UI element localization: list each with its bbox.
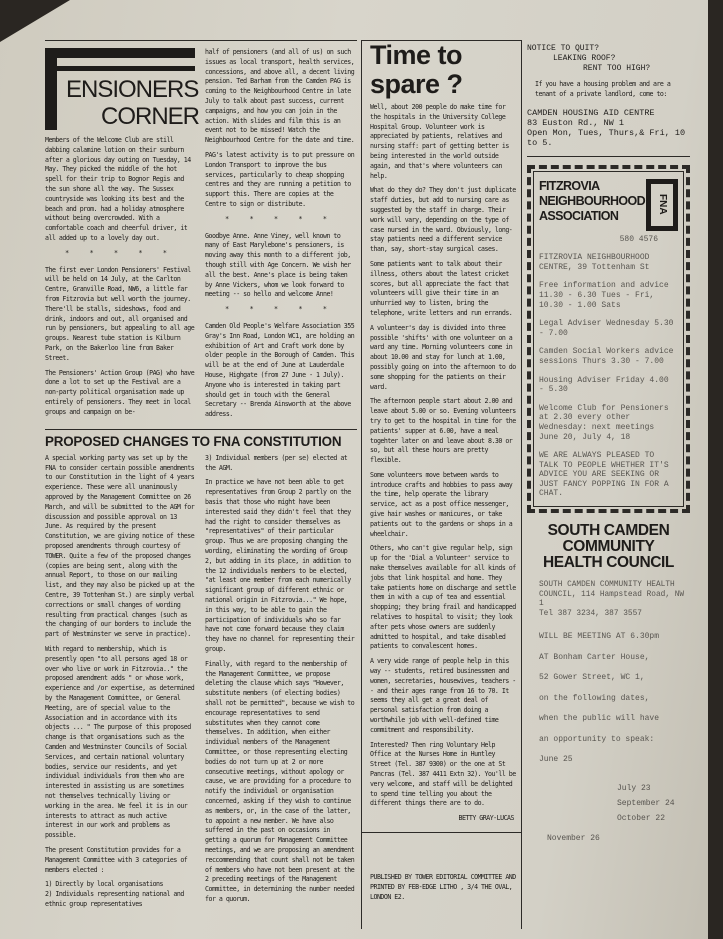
- centre-address: FITZROVIA NEIGHBOURHOOD CENTRE, 39 Tottenham St: [539, 253, 650, 272]
- author-signature: BETTY GRAY-LUCAS: [458, 814, 514, 823]
- separator: * * * * *: [65, 248, 175, 257]
- paragraph: Finally, with regard to the membership of the Management Committee, we propose deleting the clause which says "However, substitute members (of electing bodies) shall not be permitted", because we wish to encourage representatives to send substitutes when they cannot come themselves. In addition, when either individual members of the Management Committee, or those representing electing bodies do not turn up at 2 or more consecutive meetings, without apology or cause, we are providing for a procedure to notify the individual or organisation concerned, asking if they wish to continue as members, or, in the case of the latter, to appoint a new member. We have also suffered in the past on occasions in getting a quorum for Management Committee meetings, and we are proposing an amendment reccommending that count shall not be taken of members who have not been present at the 2 preceding meetings of the Management Committee, in determining the number needed for a quorum.: [205, 659, 355, 903]
- fna-logo: FNA: [646, 179, 678, 231]
- title-line: SOUTH CAMDEN: [547, 522, 670, 540]
- notice-line: LEAKING ROOF?: [553, 54, 616, 63]
- meeting-date: November 26: [547, 833, 600, 843]
- service-item: Free information and advice 11.30 - 6.30 Tues - Fri, 10.30 - 1.00 Sats: [539, 281, 669, 310]
- paragraph: Some volunteers move between wards to introduce crafts and hobbies to pass away the time, help operate the library service, act as a post office messenger, give hair washes or manicures, or take patients out to the gardens or shops in a wheelchair.: [370, 470, 513, 538]
- constitution-col1: [45, 454, 195, 910]
- paragraph: What do they do? They don't just duplicate staff duties, but add to nursing care as suggested by the staff in charge. Their work will vary, depending on the type of case nursed in the ward. Obviously, long-stay patients need a different service than, say, short-stay surgical cases.: [370, 186, 516, 254]
- meeting-line: an opportunity to speak:: [539, 734, 655, 744]
- pensioners-col1: [45, 48, 200, 425]
- paragraph: With regard to membership, which is presently open "to all persons aged 18 or over who live or work in Fitzrovia.." the proposed amendment adds " or whose work, experience and /or expertise, as determined by the Management Committee, or General Meeting, are of special value to the Association and in accordance with its objects ... " The purpose of this proposed change is that organisations such as the Camden and Westminster Councils of Social Services, and certain national voluntary bodies, service our residents, and yet individual individuals from them who are interested in assisting us are sometimes not themselves technically living or working in the area. We feel it is in our interests to attract as much active interest in our work and problems as possible.: [45, 645, 195, 840]
- title-line1: ENSIONERS: [66, 76, 199, 103]
- paragraph: Camden Old People's Welfare Association 355 Gray's Inn Road, London WC1, are holding an exhibition of Art and Craft work done by older people in the Borough of Camden. This will be at the end of June at Lauderdale House, Highgate (from 27 June - 1 July). Anyone who is interested in taking part should get in touch with the General Secretary -- Brenda Ainsworth at the above address.: [205, 321, 355, 419]
- scchc-dates: [617, 781, 690, 826]
- pensioners-corner: [45, 48, 357, 425]
- paragraph: The first ever London Pensioners' Festival will be held on 14 July, at the Carlton Centre, Granville Road, NW6, a little far from Fitzrovia but well worth the journey. There'll be stalls, sideshows, food and drink, indoors and out, all organised and run by pensioners, but appealing to all age groups. Nearest tube station is Kilburn Park, on the Bakerloo line from Baker Street.: [45, 265, 195, 362]
- section-rule: [45, 429, 357, 430]
- paragraph: A special working party was set up by the FNA to consider certain possible amendments to our Constitution in the light of 4 years experience. These were all unanimously approved by the Management Committee on 26 March, and will be submitted to the AGM for discussion and possible approval on 13 June. As required by the present Constitution, we are giving notice of these proposed amendments through courtesy of TOWER. Quite a few of the proposed changes (copies are being sent, along with the annual Report, to those on our mailing list, and they may also be picked up at the Centre, 39 Tottenham St.) are simply verbal corrections or small changes of wording resulting from practical changes (such as the changing of our borders to include the part of Westminster we serve in practice).: [45, 453, 195, 639]
- title-initial-p: [45, 48, 195, 58]
- fna-header: [539, 179, 678, 231]
- notice-line: RENT TOO HIGH?: [583, 64, 651, 73]
- meeting-date: September 24: [617, 798, 675, 808]
- time-to-spare-heading: [370, 41, 518, 99]
- list-item: 1) Directly by local organisations: [45, 880, 163, 889]
- paragraph: The Pensioners' Action Group (PAG) who have done a lot to set up the Festival are a non-party political organisation made up entirely of pensioners. They meet in local groups and campaign on be-: [45, 368, 195, 416]
- paragraph: A volunteer's day is divided into three possible 'shifts' with one volunteer on a ward any time. Morning volunteers come in about 10.00 and stay for lunch at 1.00, possibly going on into the afternoon to do some shopping for the patients on their ward.: [370, 323, 516, 391]
- service-item: Camden Social Workers advice sessions Thurs 3.30 - 7.00: [539, 347, 674, 366]
- paragraph: half of pensioners (and all of us) on such issues as local transport, health services, concessions, and above all, a decent living pension. Ted Barham from the Camden PAG is coming to the Neighbourhood Centre in late July to talk about past success, current campaigns, and how you can join in the action. With slides and film this is an event not to be missed! Watch the Neighbourhood Centre for the date and time.: [205, 48, 355, 145]
- phone-number: 580 4576: [619, 234, 658, 244]
- telephone: Tel 387 3234, 387 3557: [539, 609, 642, 618]
- paragraph: Interested? Then ring Voluntary Help Office at the Nurses Home in Huntley Street (Tel. 387 9300) or the one at St Pancras (Tel. 387 4411 Extn 32). You'll be very welcome, and staff will be delighted to spend time telling you about the different things there are to do.: [370, 740, 516, 808]
- service-item: Welcome Club for Pensioners at 2.30 every other Wednesday: next meetings June 20, July 4, 18: [539, 403, 669, 442]
- meeting-date: June 25: [539, 755, 573, 765]
- list-item: 2) Individuals representing national and ethnic group representatives: [45, 890, 184, 908]
- notice-intro: If you have a housing problem and are a tenant of a private landlord, come to:: [535, 80, 671, 98]
- notice-line: NOTICE TO QUIT?: [527, 44, 600, 53]
- paragraph: Some patients want to talk about their illness, others about the latest cricket scores, but all appreciate the fact that volunteers will give their time in an unhurried way to listen, bring the telephone, write letters and run errands.: [370, 259, 513, 317]
- fna-advert-box: [527, 165, 690, 513]
- paragraph: The afternoon people start about 2.00 and leave about 5.00 or so. Evening volunteers try to get to the hospital in time for the patients' supper at 6.00, have a meal togehter later on and leave about 8.30 or so, but all these hours are pretty flexible.: [370, 397, 516, 465]
- title-line: HEALTH COUNCIL: [542, 554, 675, 572]
- meeting-line: on the following dates,: [539, 693, 650, 703]
- meeting-date: July 23: [617, 783, 651, 793]
- org-hours: Open Mon, Tues, Thurs,& Fri, 10 to 5.: [527, 127, 686, 148]
- fna-details: [539, 235, 678, 499]
- address: SOUTH CAMDEN COMMUNITY HEALTH COUNCIL, 114 Hampstead Road, NW 1: [539, 581, 685, 609]
- closing-message: WE ARE ALWAYS PLEASED TO TALK TO PEOPLE WHETHER IT'S ADVICE YOU ARE SEEKING OR JUST FANCY POPPING IN FOR A CHAT.: [539, 451, 669, 499]
- org-address: 83 Euston Rd., NW 1: [527, 117, 624, 128]
- meeting-line: 52 Gower Street, WC 1,: [539, 673, 645, 683]
- constitution-heading: PROPOSED CHANGES TO FNA CONSTITUTION: [45, 433, 342, 449]
- paragraph: Well, about 200 people do make time for the hospitals in the University College Hospital Group. Volunteer work is appreciated by patients, relatives and nursing staff: part of getting better is being interested in the world outside again, and that's where volunteers can help.: [370, 103, 509, 180]
- imprint-rule: [362, 832, 521, 833]
- meeting-line: WILL BE MEETING AT 6.30pm: [539, 632, 660, 642]
- meeting-date: October 22: [617, 813, 666, 823]
- title-line: ASSOCIATION: [539, 208, 619, 223]
- paragraph: PAG's latest activity is to put pressure on London Transport to improve the bus services, particularly to cheap shopping centres and they are running a petition to support this. There are copies at the Centre to sign or distribute.: [205, 150, 355, 208]
- title-line: COMMUNITY: [562, 538, 655, 556]
- scchc-title: [527, 523, 690, 571]
- title-line: FITZROVIA: [539, 178, 600, 193]
- paragraph: Goodbye Anne. Anne Viney, well known to many of East Marylebone's pensioners, is moving away this month to a different job, though still with Age Concern. We wish her all the best. Anne's place is being taken by Anne Vickers, whom we look forward to meeting -- so hello and welcome Anne!: [205, 231, 351, 299]
- time-to-spare-column: [361, 40, 521, 929]
- fna-title: [539, 179, 645, 224]
- separator: * * * * *: [225, 305, 335, 314]
- right-column: [521, 40, 696, 929]
- paragraph: Members of the Welcome Club are still dabbing calamine lotion on their sunburn after a glorious day outing on Tuesday, 14 May. They picked the middle of the hot spell for their trip to Bognor Regis and the sun shone all the way. The Sussex countryside was looking its best and the beach and prom. had a holiday atmosphere without being overcrowded. With a comfortable coach and cheerful driver, it all added up to a lovely day out.: [45, 136, 191, 242]
- meeting-line: when the public will have: [539, 714, 660, 724]
- paragraph: Others, who can't give regular help, sign up for the 'Dial a Volunteer' service to make themselves available for all kinds of jobs that link hospital and home. They take patients home on discharge and settle them in with a cup of tea and essential shopping; they bring frail and handicapped relatives to hospital to visit; they look after pets whose owners are suddenly admitted to hospital, and take disabled patients to convalescent homes.: [370, 544, 516, 651]
- heading-line: spare ?: [370, 69, 463, 99]
- paragraph: A very wide range of people help in this way -- students, retired businessmen and women, secretaries, housewives, teachers -- and their ages range from 16 to 70. It seems they all get a great deal of personal satisfaction from doing a worthwhile job with well-defined time commitment and responsibility.: [370, 657, 516, 734]
- heading-line: Time to: [370, 40, 463, 70]
- constitution-body: [45, 454, 357, 910]
- separator: * * * * *: [225, 214, 335, 223]
- service-item: Legal Adviser Wednesday 5.30 - 7.00: [539, 319, 674, 338]
- imprint: PUBLISHED BY TOWER EDITORIAL COMMITTEE AND PRINTED BY FEB-EDGE LITHO , 3/4 THE OVAL, LONDON E2.: [370, 872, 516, 901]
- paragraph: The present Constitution provides for a Management Committee with 3 categories of members elected :: [45, 845, 188, 874]
- time-to-spare-body: [370, 103, 518, 832]
- org-name: CAMDEN HOUSING AID CENTRE: [527, 107, 655, 118]
- folded-corner: [0, 0, 70, 42]
- scchc-address: [539, 581, 690, 619]
- housing-notice: [527, 44, 690, 157]
- title-initial-bowl: [45, 66, 195, 71]
- scchc-meeting: [539, 627, 690, 771]
- pensioners-corner-title: [45, 48, 200, 130]
- meeting-line: AT Bonham Carter House,: [539, 652, 650, 662]
- service-item: Housing Adviser Friday 4.00 - 5.30: [539, 375, 669, 395]
- title-line: NEIGHBOURHOOD: [539, 193, 646, 208]
- title-line2: CORNER: [101, 103, 200, 130]
- pensioners-col2: [205, 48, 355, 425]
- title-initial-stem: [45, 48, 57, 130]
- constitution-col2: [205, 454, 355, 910]
- paragraph: In practice we have not been able to get representatives from Group 2 partly on the basis that those who might have been interested said they didn't feel that they had the right to consider themselves as "representatives" of their particular group. Thus we are proposing changing the wording, eliminating the wording of Group 2, but adding in its place, in addition to the 12 individuals members to be elected, "at least one member from each numerically significant group of different ethnic or national origin in Fitzrovia..." We hope, in this way, to be able to gain the participation of individuals who so far have not come forward because they claim they have no channel for representing their group.: [205, 478, 355, 654]
- left-section: [45, 40, 357, 929]
- list-item: 3) Individual members (per se) elected at the AGM.: [205, 453, 348, 472]
